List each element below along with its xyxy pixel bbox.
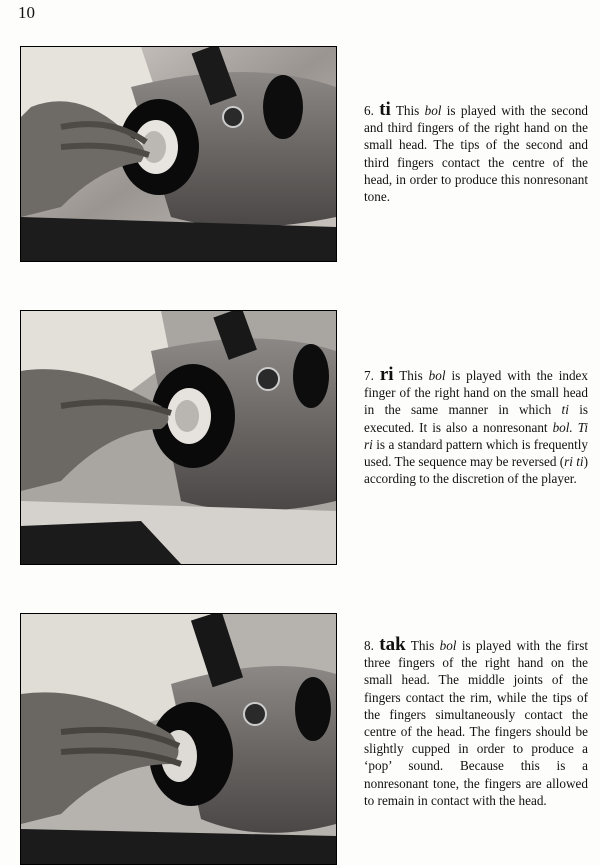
caption-tak-text [364, 636, 588, 809]
caption-text-italic: bol [424, 103, 442, 118]
caption-text: ) according to the discretion of the player. [364, 454, 589, 487]
bol-name: ti [379, 99, 391, 120]
caption-text: This [410, 638, 440, 653]
bol-name: ri [379, 364, 394, 385]
stroke-number: 6. [364, 103, 374, 118]
caption-text-italic: bol. Ti ri [364, 419, 588, 452]
caption-ri-text [364, 366, 588, 487]
caption-text: is a standard pattern which is frequently used. The sequence may be reversed ( [364, 436, 588, 470]
caption-text: is played with the first three fingers of the right hand on the small head. The middle joints of the fingers contact the rim, while the tips of the fingers simultaneously contact the centre of the head. The fingers should be slightly cupped in order to produce a ‘pop’ sound. Because this is a nonresonant tone, the fingers are allowed to remain in contact with the head. [364, 638, 588, 808]
caption-text: This [399, 368, 429, 383]
caption-text: is executed. It is also a nonresonant [364, 402, 588, 435]
caption-ti-text [364, 101, 588, 205]
bol-name: tak [379, 634, 406, 655]
caption-text-italic: ti [561, 402, 569, 418]
stroke-number: 8. [364, 638, 374, 653]
photo-ti-stroke [20, 46, 337, 262]
caption-ti [364, 101, 588, 205]
caption-text-italic: ri ti [564, 454, 584, 470]
caption-ri [364, 366, 588, 487]
stroke-number: 7. [364, 368, 374, 383]
caption-text-italic: bol [428, 368, 446, 383]
caption-text: is played with the second and third fingers of the right hand on the small head. The tips of the second and third fingers contact the centre of the head, in order to produce this nonresonant tone. [364, 103, 589, 205]
caption-text: This [395, 103, 425, 118]
caption-tak [364, 636, 588, 809]
caption-text-italic: bol [439, 638, 457, 653]
photo-ri-stroke [20, 310, 337, 565]
page-number: 10 [18, 3, 35, 22]
caption-text: is played with the index finger of the right hand on the small head in the same manner in which [364, 368, 588, 418]
photo-tak-stroke [20, 613, 337, 865]
